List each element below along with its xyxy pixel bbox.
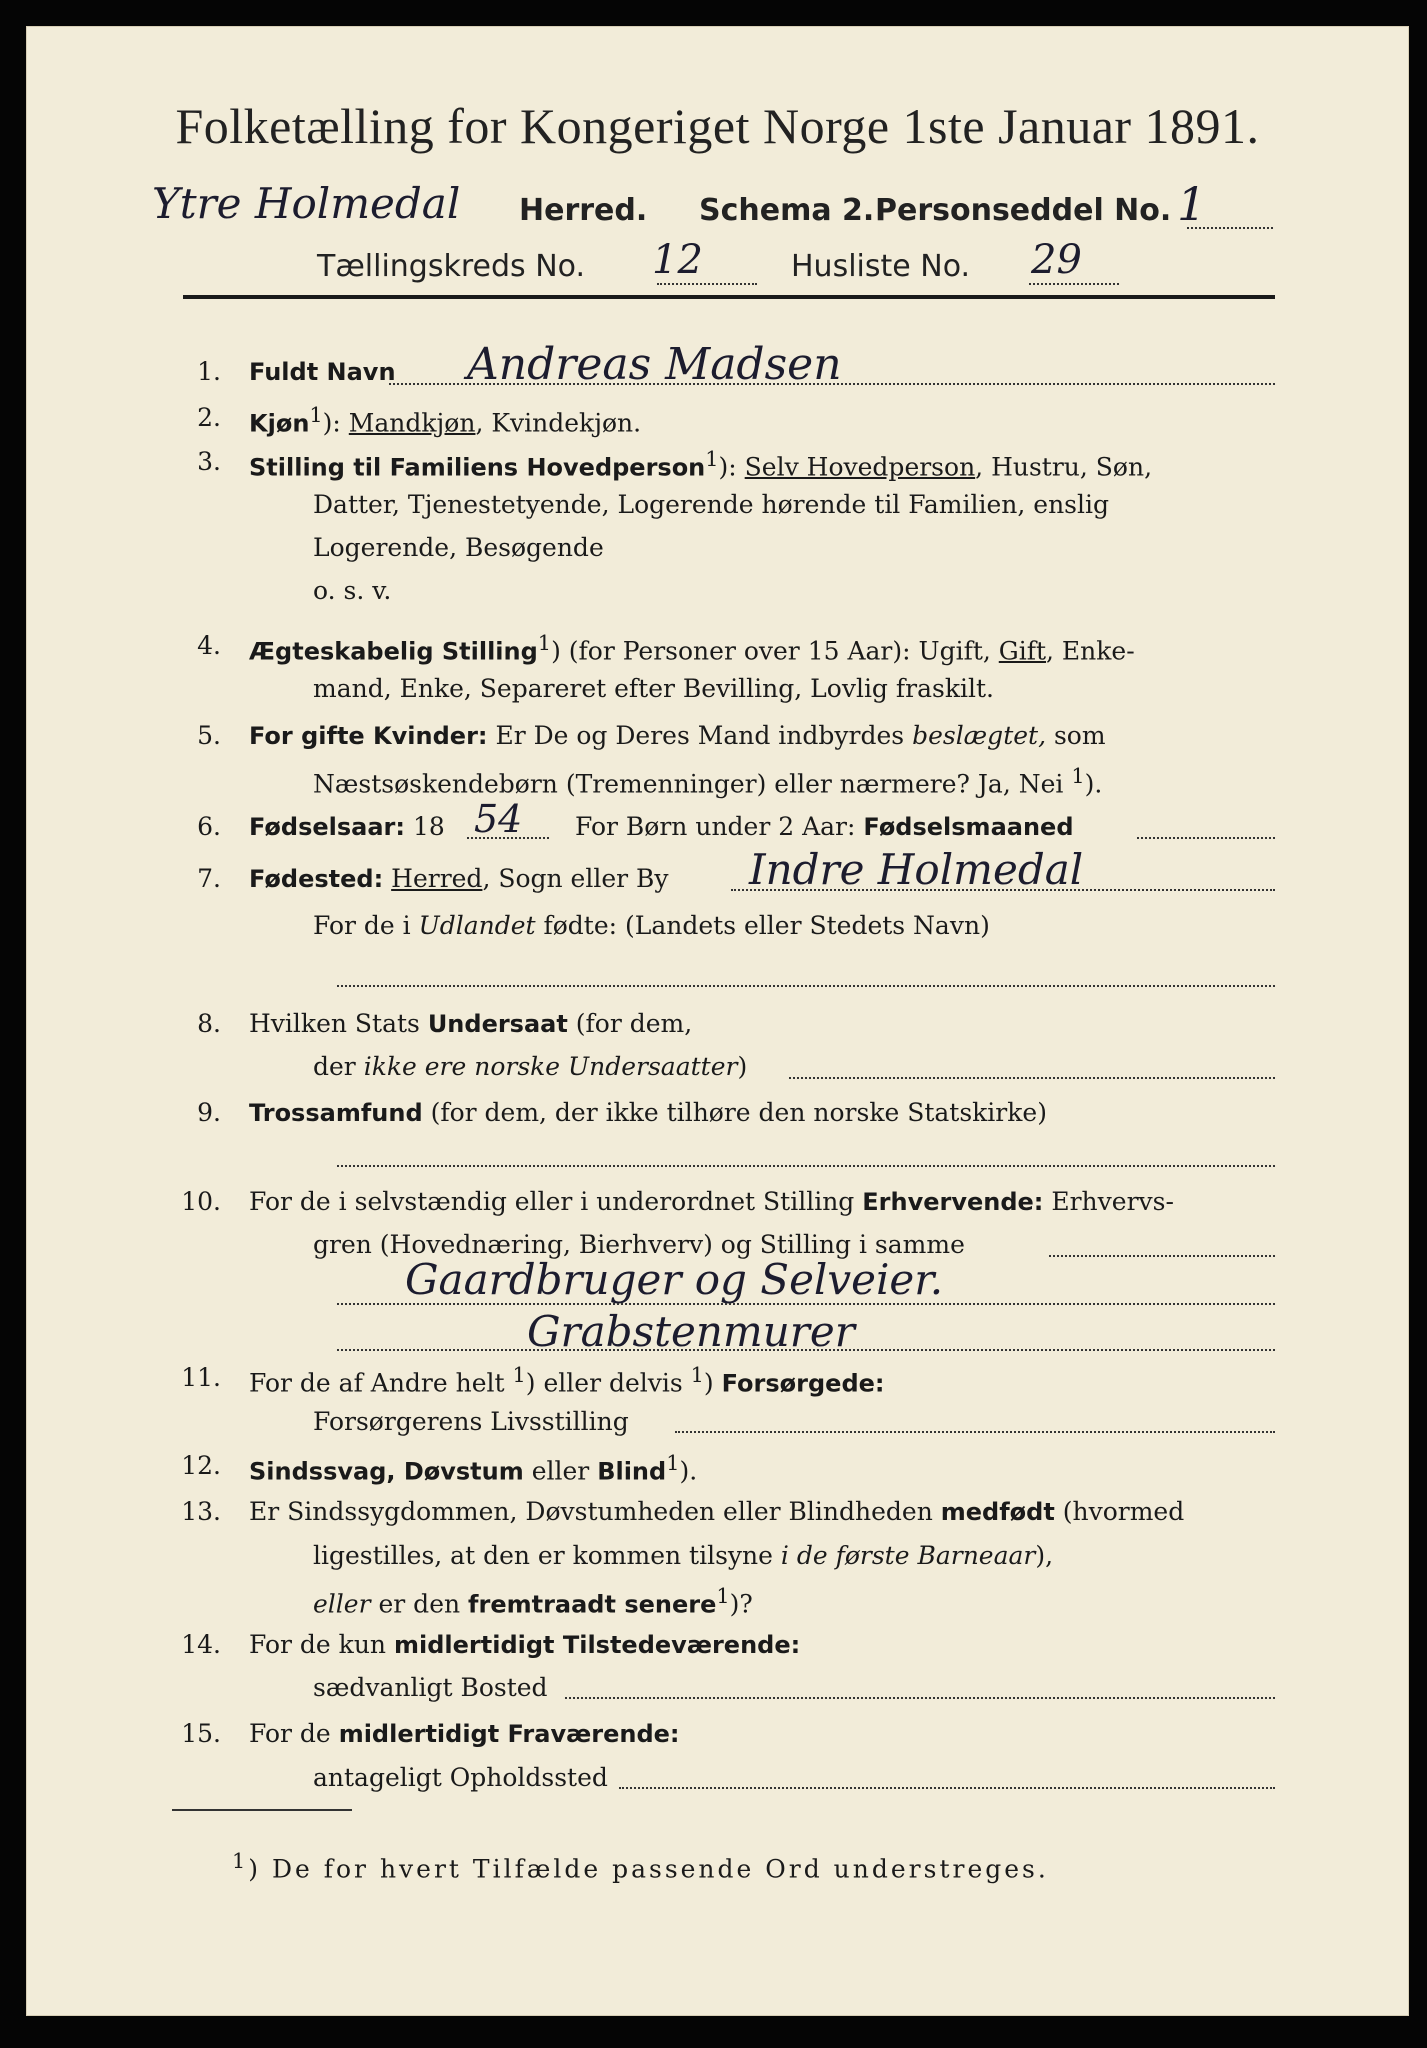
religion-line xyxy=(249,1098,1047,1127)
herred-label: Herred. xyxy=(519,193,648,228)
item-number: 12. xyxy=(181,1451,221,1480)
full-name-label: Fuldt Navn xyxy=(249,358,396,386)
footnote-ref: 1 xyxy=(512,1363,526,1387)
taellingskreds-dotted-line xyxy=(657,283,757,285)
birth-month-label: Fødselsmaaned xyxy=(863,813,1074,841)
taellingskreds-label: Tællingskreds No. xyxy=(317,249,585,284)
birth-year-dotted-line xyxy=(467,837,549,839)
herred-handwritten: Ytre Holmedal xyxy=(152,179,461,228)
item-number: 4. xyxy=(197,631,221,660)
congenital-text-end: (hvormed xyxy=(1054,1497,1185,1526)
footnote-ref: 1 xyxy=(705,447,719,471)
citizenship-line2 xyxy=(313,1052,747,1081)
temporary-present-label: midlertidigt Tilstedeværende: xyxy=(393,1631,801,1659)
congenital-text: Er Sindssygdommen, Døvstumheden eller Blindheden xyxy=(249,1497,941,1526)
personseddel-label: Personseddel No. xyxy=(875,193,1172,228)
birthplace-abroad-text-end: fødte: (Landets eller Stedets Navn) xyxy=(535,911,990,940)
household-position-line xyxy=(249,447,1152,481)
personseddel-number: 1 xyxy=(1177,177,1207,231)
item-number: 2. xyxy=(197,403,221,432)
citizenship-italic: ikke ere norske Undersaatter xyxy=(363,1052,738,1081)
married-women-text2-end: ). xyxy=(1084,769,1103,799)
temporary-absent-text: For de xyxy=(249,1719,339,1748)
item-number: 5. xyxy=(197,721,221,750)
item-number: 1. xyxy=(197,357,221,386)
congenital-text2-end: ), xyxy=(1035,1541,1054,1570)
occupation-text-end: Erhvervs- xyxy=(1043,1187,1174,1216)
usual-residence-label: sædvanligt Bosted xyxy=(313,1673,548,1702)
birthplace-abroad-italic: Udlandet xyxy=(418,911,536,940)
item-number: 3. xyxy=(197,447,221,476)
sex-option-female: , Kvindekjøn. xyxy=(475,408,642,438)
marital-status-option-selected: Gift xyxy=(998,636,1047,666)
citizenship-text2: der xyxy=(313,1052,364,1081)
sex-label: Kjøn xyxy=(249,409,310,438)
birth-year-line xyxy=(249,812,445,841)
occupation-line xyxy=(249,1187,1174,1216)
usual-residence-dotted-line xyxy=(565,1697,1275,1699)
birth-month-line xyxy=(575,812,1074,841)
footnote-ref: 1 xyxy=(666,1451,680,1475)
occupation-dotted-line2 xyxy=(1049,1255,1275,1257)
footnote-ref: 1 xyxy=(309,403,323,427)
birthplace-option-selected: Herred xyxy=(391,864,483,893)
married-women-line2 xyxy=(313,764,1102,798)
married-women-label: For gifte Kvinder: xyxy=(249,722,488,750)
congenital-line2 xyxy=(313,1541,1053,1570)
husliste-dotted-line xyxy=(1029,283,1119,285)
household-position-options: , Hustru, Søn, xyxy=(975,452,1153,482)
footnote-text: ) De for hvert Tilfælde passende Ord understreges. xyxy=(248,1854,1049,1884)
temporary-present-line xyxy=(249,1630,800,1659)
item-number: 6. xyxy=(197,812,221,841)
item-number: 9. xyxy=(197,1098,221,1127)
disability-label: Sindssvag, Døvstum xyxy=(249,1457,524,1486)
congenital-text3: er den xyxy=(370,1589,469,1619)
marital-status-options: , Enke- xyxy=(1046,636,1135,666)
citizenship-text-end: (for dem, xyxy=(567,1009,693,1038)
birth-year-prefix: 18 xyxy=(405,812,445,841)
occupation-line2: gren (Hovednæring, Bierhverv) og Stilling i samme xyxy=(313,1230,965,1259)
congenital-text3-end: )? xyxy=(729,1589,753,1619)
congenital-line3 xyxy=(313,1584,753,1618)
disability-text-end: ). xyxy=(679,1456,698,1486)
birthplace-dotted-line xyxy=(731,889,1275,891)
marital-status-line xyxy=(249,631,1135,665)
birthplace-answer: Indre Holmedal xyxy=(749,845,1084,894)
blind-label: Blind xyxy=(597,1457,667,1486)
marital-status-label: Ægteskabelig Stilling xyxy=(249,637,538,666)
dependents-text3: ) xyxy=(703,1368,722,1398)
disability-text: eller xyxy=(523,1456,598,1486)
birthplace-abroad-text: For de i xyxy=(313,911,419,940)
personseddel-dotted-line xyxy=(1187,227,1273,229)
item-number: 13. xyxy=(181,1497,221,1526)
item-number: 10. xyxy=(181,1187,221,1216)
footnote-ref: 1 xyxy=(690,1363,704,1387)
occupation-text: For de i selvstændig eller i underordnet Stilling xyxy=(249,1187,863,1216)
household-position-text: ): xyxy=(718,452,745,482)
occupation-dotted-line3 xyxy=(337,1303,1275,1305)
footnote xyxy=(232,1849,1049,1883)
footnote-rule xyxy=(172,1809,352,1811)
married-women-text2: Næstsøskendebørn (Tremenninger) eller nærmere? Ja, Nei xyxy=(313,769,1072,799)
citizenship-text2-end: ) xyxy=(737,1052,748,1081)
birthplace-label: Fødested: xyxy=(249,865,384,893)
husliste-number: 29 xyxy=(1031,237,1082,283)
disability-line xyxy=(249,1451,697,1485)
birth-month-dotted-line xyxy=(1137,837,1275,839)
congenital-italic: i de første Barneaar xyxy=(780,1541,1036,1570)
household-position-option-selected: Selv Hovedperson xyxy=(744,452,976,482)
item-number: 8. xyxy=(197,1009,221,1038)
religion-dotted-line xyxy=(337,1165,1275,1167)
temporary-absent-line xyxy=(249,1719,680,1748)
occupation-dotted-line4 xyxy=(337,1349,1275,1351)
citizenship-text: Hvilken Stats xyxy=(249,1009,428,1038)
footnote-ref: 1 xyxy=(716,1584,730,1608)
sex-option-male-underlined: Mandkjøn xyxy=(348,408,476,438)
provider-occupation-label: Forsørgerens Livsstilling xyxy=(313,1407,629,1436)
form-title: Folketælling for Kongeriget Norge 1ste Januar 1891. xyxy=(175,98,1260,154)
birth-year-answer: 54 xyxy=(474,797,523,841)
census-form-sheet xyxy=(26,26,1409,2016)
birth-year-label: Fødselsaar: xyxy=(249,813,405,841)
congenital-line xyxy=(249,1497,1184,1526)
married-women-line xyxy=(249,721,1106,750)
dependents-line xyxy=(249,1363,885,1397)
congenital-italic2: eller xyxy=(313,1589,371,1619)
temporary-absent-label: midlertidigt Fraværende: xyxy=(338,1720,680,1748)
citizenship-label: Undersaat xyxy=(427,1010,568,1038)
item-number: 11. xyxy=(181,1363,221,1392)
dependents-text2: ) eller delvis xyxy=(525,1368,691,1398)
full-name-answer: Andreas Madsen xyxy=(467,339,842,390)
birthplace-options: , Sogn eller By xyxy=(482,864,669,893)
household-position-label: Stilling til Familiens Hovedperson xyxy=(249,453,706,482)
footnote-ref: 1 xyxy=(1071,764,1085,788)
household-position-options-line4: o. s. v. xyxy=(313,576,392,605)
marital-status-options-line2: mand, Enke, Separeret efter Bevilling, Lovlig fraskilt. xyxy=(313,674,994,703)
header-rule xyxy=(183,295,1275,299)
birthplace-line xyxy=(249,864,669,893)
sex-text: ): xyxy=(322,408,349,438)
citizenship-dotted-line xyxy=(789,1077,1275,1079)
congenital-text2: ligestilles, at den er kommen tilsyne xyxy=(313,1541,781,1570)
birthplace-abroad-dotted-line xyxy=(337,985,1275,987)
item-number: 14. xyxy=(181,1630,221,1659)
married-women-italic: beslægtet, xyxy=(912,721,1047,750)
footnote-marker: 1 xyxy=(232,1849,249,1873)
footnote-ref: 1 xyxy=(537,631,552,655)
later-onset-label: fremtraadt senere xyxy=(468,1590,717,1619)
dependents-text: For de af Andre helt xyxy=(249,1368,513,1398)
dependents-label: Forsørgede: xyxy=(721,1369,885,1398)
birthplace-abroad-line xyxy=(313,911,990,940)
religion-text: (for dem, der ikke tilhøre den norske Statskirke) xyxy=(422,1098,1047,1127)
congenital-label: medfødt xyxy=(940,1498,1055,1526)
married-women-text: Er De og Deres Mand indbyrdes xyxy=(487,721,913,750)
probable-residence-label: antageligt Opholdssted xyxy=(313,1763,608,1792)
household-position-options-line2: Datter, Tjenestetyende, Logerende hørende til Familien, enslig xyxy=(313,490,1110,519)
provider-occupation-dotted-line xyxy=(675,1431,1275,1433)
taellingskreds-number: 12 xyxy=(652,237,703,283)
married-women-text-end: som xyxy=(1046,721,1106,750)
sex-line xyxy=(249,403,641,437)
item-number: 7. xyxy=(197,864,221,893)
full-name-dotted-line xyxy=(389,383,1275,385)
temporary-present-text: For de kun xyxy=(249,1630,394,1659)
occupation-answer-1: Gaardbruger og Selveier. xyxy=(405,1255,944,1304)
citizenship-line xyxy=(249,1009,692,1038)
marital-status-text: ) (for Personer over 15 Aar): Ugift, xyxy=(551,636,999,666)
household-position-options-line3: Logerende, Besøgende xyxy=(313,533,604,562)
religion-label: Trossamfund xyxy=(249,1099,423,1127)
occupation-label: Erhvervende: xyxy=(862,1188,1044,1216)
item-number: 15. xyxy=(181,1719,221,1748)
probable-residence-dotted-line xyxy=(619,1787,1275,1789)
birth-month-text: For Børn under 2 Aar: xyxy=(575,812,864,841)
husliste-label: Husliste No. xyxy=(791,249,971,284)
schema-label: Schema 2. xyxy=(699,193,875,228)
occupation-answer-2: Grabstenmurer xyxy=(527,1307,855,1356)
